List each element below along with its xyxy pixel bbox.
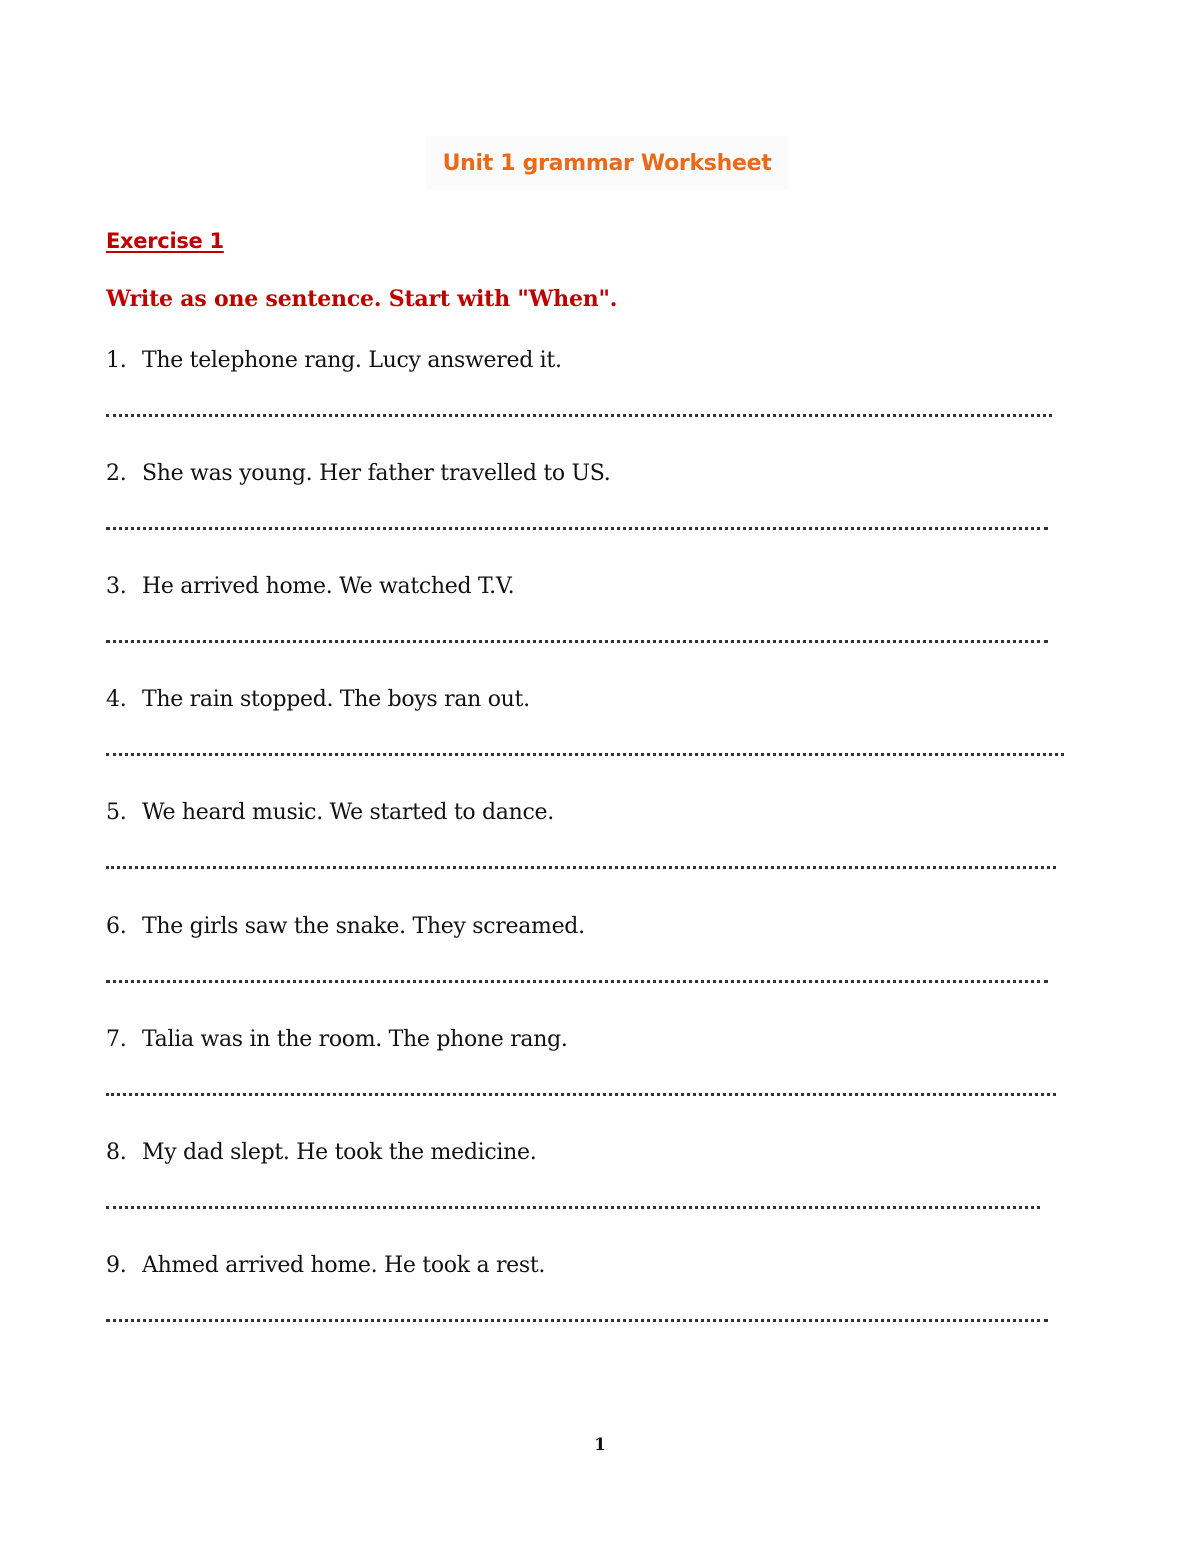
item-text: My dad slept. He took the medicine. (142, 1140, 537, 1165)
item-sentence (106, 910, 1086, 944)
item-text: The rain stopped. The boys ran out. (142, 687, 530, 712)
title-banner (426, 136, 788, 190)
item-number: 5. (106, 800, 127, 825)
exercise-item-8 (106, 1136, 1086, 1170)
item-number: 4. (106, 687, 127, 712)
exercise-item-4 (106, 683, 1086, 717)
exercise-item-3 (106, 570, 1086, 604)
exercise-item-7 (106, 1023, 1086, 1057)
exercise-item-9 (106, 1249, 1086, 1283)
answer-line[interactable] (106, 1204, 1040, 1209)
answer-line[interactable] (106, 412, 1052, 417)
item-sentence (106, 683, 1086, 717)
exercise-instruction: Write as one sentence. Start with "When". (106, 286, 618, 312)
item-number: 2. (106, 461, 127, 486)
exercise-item-5 (106, 796, 1086, 830)
answer-line[interactable] (106, 751, 1064, 756)
answer-line[interactable] (106, 638, 1048, 643)
exercise-item-1 (106, 344, 1086, 378)
item-text: She was young. Her father travelled to US. (142, 461, 611, 486)
item-sentence (106, 1249, 1086, 1283)
item-number: 7. (106, 1027, 127, 1052)
item-number: 1. (106, 348, 127, 373)
item-sentence (106, 570, 1086, 604)
exercise-item-2 (106, 457, 1086, 491)
answer-line[interactable] (106, 864, 1056, 869)
item-sentence (106, 344, 1086, 378)
item-number: 9. (106, 1253, 127, 1278)
page-number: 1 (594, 1435, 606, 1455)
item-text: The girls saw the snake. They screamed. (142, 914, 585, 939)
answer-line[interactable] (106, 978, 1048, 983)
item-sentence (106, 796, 1086, 830)
item-text: We heard music. We started to dance. (142, 800, 554, 825)
answer-line[interactable] (106, 1317, 1048, 1322)
item-number: 3. (106, 574, 127, 599)
item-number: 8. (106, 1140, 127, 1165)
exercise-heading: Exercise 1 (106, 229, 224, 253)
worksheet-title: Unit 1 grammar Worksheet (442, 150, 772, 176)
item-number: 6. (106, 914, 127, 939)
item-sentence (106, 457, 1086, 491)
item-sentence (106, 1023, 1086, 1057)
item-text: The telephone rang. Lucy answered it. (142, 348, 562, 373)
exercise-item-6 (106, 910, 1086, 944)
answer-line[interactable] (106, 525, 1048, 530)
item-text: Talia was in the room. The phone rang. (142, 1027, 568, 1052)
item-sentence (106, 1136, 1086, 1170)
item-text: He arrived home. We watched T.V. (142, 574, 515, 599)
item-text: Ahmed arrived home. He took a rest. (142, 1253, 546, 1278)
answer-line[interactable] (106, 1091, 1056, 1096)
